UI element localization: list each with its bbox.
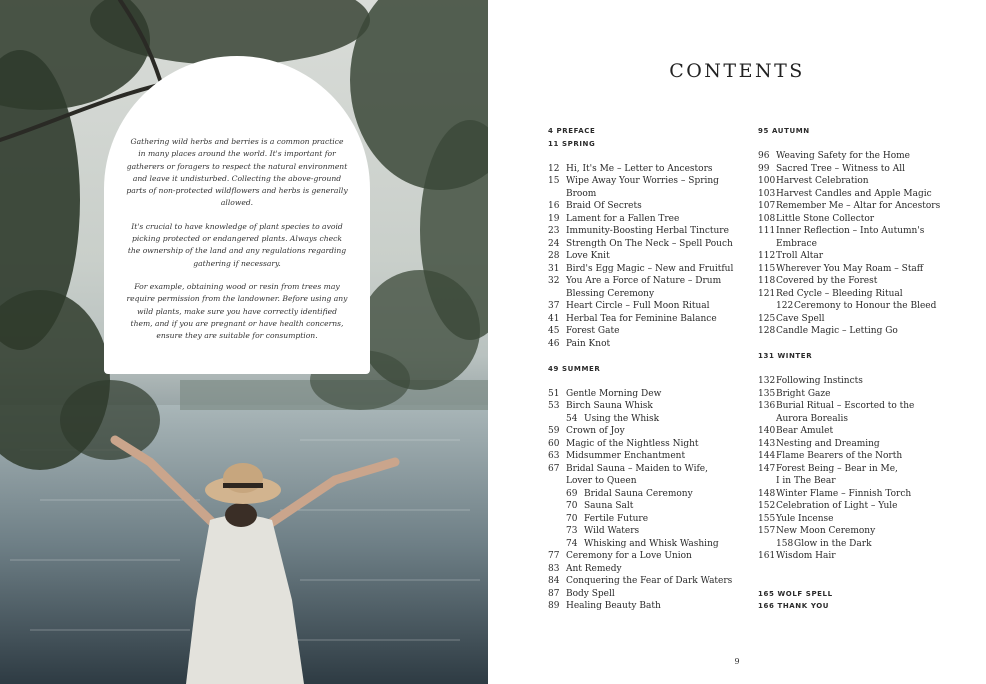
entry-page-number: 122 xyxy=(776,301,794,311)
section-heading: 4 PREFACE xyxy=(548,127,596,135)
entry-page-number: 53 xyxy=(548,401,560,411)
entry-title: Winter Flame – Finnish Torch xyxy=(776,488,912,499)
entry-page-number: 54 xyxy=(566,413,578,424)
contents-entry xyxy=(548,563,748,576)
entry-title: Flame Bearers of the North xyxy=(776,451,903,461)
entry-title: Forest Gate xyxy=(566,326,620,336)
spacer xyxy=(758,138,968,151)
entry-page-number: 89 xyxy=(548,601,560,611)
contents-entry xyxy=(758,150,968,163)
entry-title: Blessing Ceremony xyxy=(566,288,655,299)
entry-page-number: 70 xyxy=(566,501,578,511)
section-heading: 49 SUMMER xyxy=(548,364,601,373)
entry-title: Using the Whisk xyxy=(584,413,660,424)
entry-title: Sauna Salt xyxy=(584,501,634,511)
entry-page-number: 67 xyxy=(548,463,560,474)
entry-page-number: 135 xyxy=(758,388,776,399)
entry-title: Lover to Queen xyxy=(566,476,637,486)
contents-entry xyxy=(548,538,748,551)
entry-page-number: 73 xyxy=(566,526,578,536)
entry-title: Whisking and Whisk Washing xyxy=(584,538,719,549)
entry-title: Lament for a Fallen Tree xyxy=(566,213,680,224)
contents-left-column xyxy=(548,125,748,613)
entry-page-number: 32 xyxy=(548,276,560,286)
entry-title: Ceremony for a Love Union xyxy=(566,551,692,561)
entry-title: Pain Knot xyxy=(566,338,611,349)
contents-entry xyxy=(548,575,748,588)
contents-entry xyxy=(548,600,748,613)
contents-entry xyxy=(548,463,748,476)
entry-page-number: 143 xyxy=(758,438,776,449)
contents-entry xyxy=(548,588,748,601)
contents-entry xyxy=(758,538,968,551)
entry-page-number: 118 xyxy=(758,276,776,286)
entry-page-number: 96 xyxy=(758,151,770,161)
entry-title: Harvest Candles and Apple Magic xyxy=(776,188,932,199)
contents-entry xyxy=(758,288,968,301)
entry-title: Birch Sauna Whisk xyxy=(566,401,653,411)
spacer xyxy=(548,375,748,388)
section-heading: 165 WOLF SPELL xyxy=(758,589,833,598)
entry-title: Crown of Joy xyxy=(566,426,625,436)
intro-paragraph-3: For example, obtaining wood or resin from trees may require permission from the landowner. Before using any wild plants, make sure you have correctly identified them, and if you are pregnant or have health concerns, ensure they are suitable for consumption. xyxy=(126,281,348,341)
contents-entry xyxy=(758,500,968,513)
contents-entry xyxy=(758,275,968,288)
intro-paragraph-2: It's crucial to have knowledge of plant species to avoid picking protected or endangered plants. Always check the ownership of the land and any regulations regarding gathering if necessary. xyxy=(127,221,347,268)
contents-entry xyxy=(548,338,748,351)
contents-right-column xyxy=(758,125,968,613)
contents-entry-continuation xyxy=(758,238,968,251)
intro-paragraph-1: Gathering wild herbs and berries is a common practice in many places around the world. It's important for gatherers or foragers to respect the natural environment and leave it undisturbed. Collecting the above-ground parts of non-protected wildflowers and herbs is generally allowed. xyxy=(126,137,348,208)
entry-title: Inner Reflection – Into Autumn's xyxy=(776,226,925,236)
contents-entry xyxy=(758,450,968,463)
entry-title: Bright Gaze xyxy=(776,388,831,399)
entry-page-number: 70 xyxy=(566,513,578,524)
contents-entry xyxy=(758,300,968,313)
contents-entry xyxy=(758,388,968,401)
contents-entry-continuation xyxy=(758,475,968,488)
entry-title: Fertile Future xyxy=(584,513,649,524)
entry-page-number: 19 xyxy=(548,213,560,224)
contents-entry xyxy=(758,213,968,226)
contents-entry xyxy=(758,200,968,213)
entry-page-number: 136 xyxy=(758,401,776,411)
entry-title: Magic of the Nightless Night xyxy=(566,438,699,449)
contents-entry xyxy=(548,525,748,538)
entry-title: Conquering the Fear of Dark Waters xyxy=(566,576,733,586)
entry-title: Forest Being – Bear in Me, xyxy=(776,463,898,474)
entry-title: Following Instincts xyxy=(776,376,863,386)
contents-entry xyxy=(548,550,748,563)
entry-page-number: 51 xyxy=(548,388,560,399)
entry-page-number: 161 xyxy=(758,551,776,561)
entry-page-number: 125 xyxy=(758,313,776,324)
entry-page-number: 158 xyxy=(776,538,794,549)
entry-page-number: 155 xyxy=(758,513,776,524)
spacer xyxy=(758,575,968,588)
entry-page-number: 84 xyxy=(548,576,560,586)
entry-title: Celebration of Light – Yule xyxy=(776,501,898,511)
entry-title: You Are a Force of Nature – Drum xyxy=(566,276,722,286)
entry-page-number: 147 xyxy=(758,463,776,474)
entry-title: Hi, It's Me – Letter to Ancestors xyxy=(566,163,713,174)
entry-title: Ceremony to Honour the Bleed xyxy=(794,301,937,311)
section-heading: 166 THANK YOU xyxy=(758,602,830,610)
entry-title: Healing Beauty Bath xyxy=(566,601,661,611)
entry-title: Bear Amulet xyxy=(776,426,834,436)
entry-page-number: 37 xyxy=(548,301,560,311)
entry-page-number: 24 xyxy=(548,238,560,249)
contents-entry xyxy=(548,275,748,288)
entry-title: Nesting and Dreaming xyxy=(776,438,880,449)
contents-entry-continuation xyxy=(758,413,968,426)
entry-title: Aurora Borealis xyxy=(776,413,848,424)
spacer xyxy=(548,350,748,363)
entry-page-number: 46 xyxy=(548,338,560,349)
cover-photo xyxy=(0,0,488,684)
contents-entry xyxy=(548,325,748,338)
contents-entry-continuation xyxy=(548,188,748,201)
entry-title: I in The Bear xyxy=(776,476,836,486)
contents-entry xyxy=(548,425,748,438)
entry-page-number: 87 xyxy=(548,588,560,599)
entry-page-number: 157 xyxy=(758,526,776,536)
entry-page-number: 28 xyxy=(548,251,560,261)
contents-entry-continuation xyxy=(548,288,748,301)
entry-page-number: 69 xyxy=(566,488,578,499)
entry-title: Sacred Tree – Witness to All xyxy=(776,163,905,174)
entry-title: Bridal Sauna Ceremony xyxy=(584,488,693,499)
entry-page-number: 140 xyxy=(758,426,776,436)
entry-page-number: 16 xyxy=(548,201,560,211)
entry-title: Embrace xyxy=(776,238,817,249)
contents-entry-continuation xyxy=(548,475,748,488)
entry-page-number: 108 xyxy=(758,213,776,224)
entry-title: Heart Circle – Full Moon Ritual xyxy=(566,301,710,311)
entry-title: Broom xyxy=(566,188,597,199)
entry-page-number: 60 xyxy=(548,438,560,449)
contents-entry xyxy=(548,225,748,238)
entry-title: Remember Me – Altar for Ancestors xyxy=(776,201,941,211)
entry-page-number: 152 xyxy=(758,501,776,511)
entry-title: Bird's Egg Magic – New and Fruitful xyxy=(566,263,734,274)
contents-entry xyxy=(758,175,968,188)
entry-page-number: 148 xyxy=(758,488,776,499)
contents-entry xyxy=(758,488,968,501)
entry-title: Candle Magic – Letting Go xyxy=(776,326,898,336)
entry-title: Immunity-Boosting Herbal Tincture xyxy=(566,226,729,236)
entry-title: Harvest Celebration xyxy=(776,176,869,186)
section-heading: 95 AUTUMN xyxy=(758,127,810,135)
contents-entry xyxy=(548,413,748,426)
contents-entry xyxy=(758,325,968,338)
entry-title: Midsummer Enchantment xyxy=(566,451,686,461)
contents-entry xyxy=(758,400,968,413)
entry-title: Weaving Safety for the Home xyxy=(776,151,910,161)
contents-entry xyxy=(548,238,748,251)
contents-entry xyxy=(548,438,748,451)
entry-page-number: 77 xyxy=(548,551,560,561)
spacer xyxy=(758,338,968,351)
contents-entry xyxy=(548,250,748,263)
contents-entry xyxy=(548,500,748,513)
entry-title: Red Cycle – Bleeding Ritual xyxy=(776,288,903,299)
entry-title: Strength On The Neck – Spell Pouch xyxy=(566,238,733,249)
page-number: 9 xyxy=(734,657,740,666)
entry-title: Gentle Morning Dew xyxy=(566,388,662,399)
entry-title: Yule Incense xyxy=(776,513,834,524)
contents-entry xyxy=(548,300,748,313)
contents-entry xyxy=(758,313,968,326)
entry-page-number: 132 xyxy=(758,376,776,386)
entry-title: New Moon Ceremony xyxy=(776,526,876,536)
entry-title: Love Knit xyxy=(566,251,610,261)
page-title: CONTENTS xyxy=(669,60,805,82)
section-heading: 11 SPRING xyxy=(548,139,596,148)
entry-page-number: 107 xyxy=(758,201,776,211)
entry-title: Body Spell xyxy=(566,588,615,599)
spacer xyxy=(548,150,748,163)
entry-title: Ant Remedy xyxy=(566,563,622,574)
entry-page-number: 45 xyxy=(548,326,560,336)
contents-entry xyxy=(758,425,968,438)
contents-entry xyxy=(758,550,968,563)
contents-entry xyxy=(548,400,748,413)
entry-page-number: 74 xyxy=(566,538,578,549)
spacer xyxy=(758,563,968,576)
entry-title: Wild Waters xyxy=(584,526,640,536)
entry-page-number: 112 xyxy=(758,251,776,261)
entry-page-number: 83 xyxy=(548,563,560,574)
contents-entry xyxy=(758,525,968,538)
entry-title: Troll Altar xyxy=(776,251,824,261)
entry-page-number: 41 xyxy=(548,313,560,324)
entry-title: Covered by the Forest xyxy=(776,276,878,286)
contents-entry xyxy=(758,463,968,476)
intro-text-panel xyxy=(104,56,370,374)
entry-page-number: 144 xyxy=(758,451,776,461)
contents-entry xyxy=(758,163,968,176)
contents-entry xyxy=(548,388,748,401)
contents-entry xyxy=(548,313,748,326)
contents-entry xyxy=(548,450,748,463)
entry-page-number: 100 xyxy=(758,176,776,186)
entry-page-number: 121 xyxy=(758,288,776,299)
entry-page-number: 115 xyxy=(758,263,776,274)
contents-entry xyxy=(548,263,748,276)
entry-title: Wherever You May Roam – Staff xyxy=(776,263,924,274)
contents-entry xyxy=(548,488,748,501)
entry-page-number: 111 xyxy=(758,226,776,236)
entry-page-number: 128 xyxy=(758,326,776,336)
contents-entry xyxy=(758,438,968,451)
entry-title: Bridal Sauna – Maiden to Wife, xyxy=(566,463,708,474)
contents-entry xyxy=(758,263,968,276)
contents-entry xyxy=(548,213,748,226)
entry-title: Glow in the Dark xyxy=(794,538,872,549)
entry-page-number: 59 xyxy=(548,426,560,436)
contents-entry xyxy=(548,175,748,188)
section-heading: 131 WINTER xyxy=(758,352,813,360)
contents-page xyxy=(488,0,986,684)
contents-entry xyxy=(548,200,748,213)
entry-title: Burial Ritual – Escorted to the xyxy=(776,401,915,411)
contents-entry xyxy=(758,375,968,388)
entry-page-number: 63 xyxy=(548,451,560,461)
contents-entry xyxy=(758,513,968,526)
entry-page-number: 103 xyxy=(758,188,776,199)
contents-entry xyxy=(758,250,968,263)
entry-title: Little Stone Collector xyxy=(776,213,875,224)
contents-entry xyxy=(758,225,968,238)
contents-entry xyxy=(548,513,748,526)
entry-title: Wisdom Hair xyxy=(776,551,836,561)
entry-page-number: 15 xyxy=(548,176,560,186)
contents-entry xyxy=(758,188,968,201)
entry-title: Wipe Away Your Worries – Spring xyxy=(566,176,719,186)
spacer xyxy=(758,363,968,376)
entry-page-number: 99 xyxy=(758,163,770,174)
entry-title: Cave Spell xyxy=(776,313,825,324)
entry-page-number: 23 xyxy=(548,226,560,236)
entry-title: Herbal Tea for Feminine Balance xyxy=(566,313,717,324)
entry-title: Braid Of Secrets xyxy=(566,201,642,211)
contents-entry xyxy=(548,163,748,176)
entry-page-number: 12 xyxy=(548,163,560,174)
entry-page-number: 31 xyxy=(548,263,560,274)
